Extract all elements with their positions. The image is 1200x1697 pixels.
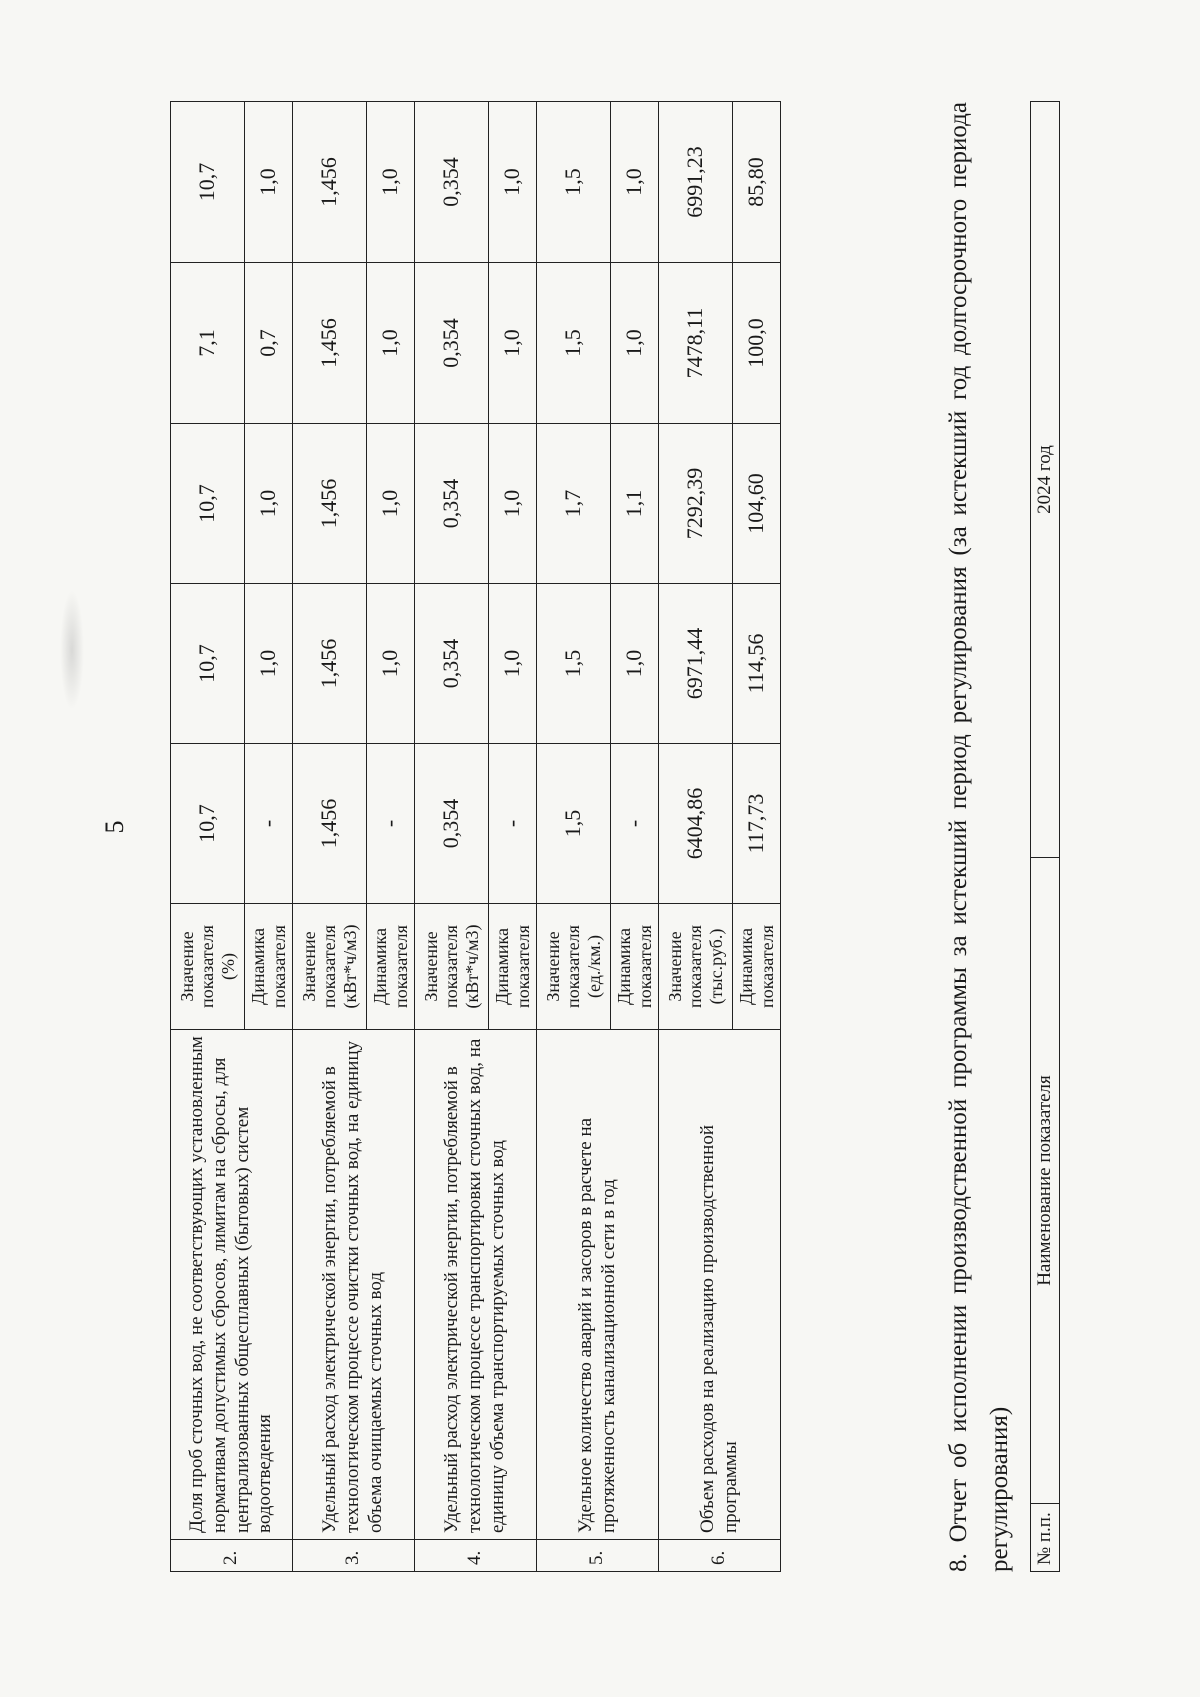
- header-name: Наименование показателя: [1031, 858, 1060, 1504]
- value-cell: -: [245, 744, 293, 904]
- row-number: 4.: [415, 1540, 537, 1572]
- value-cell: 1,5: [537, 744, 611, 904]
- value-cell: 0,7: [245, 263, 293, 424]
- scan-smudge: [60, 590, 84, 710]
- page-number: 5: [100, 820, 129, 834]
- value-cell: 1,0: [367, 102, 415, 263]
- value-cell: 1,0: [245, 102, 293, 263]
- table-row: [171, 102, 245, 1572]
- value-cell: 1,456: [293, 744, 367, 904]
- value-cell: 85,80: [733, 102, 781, 263]
- value-cell: 117,73: [733, 744, 781, 904]
- indicator-name: Доля проб сточных вод, не соответствующих установленным нормативам допустимых сбросов, лимитам на сбросы, для централизованных общесплавных (бытовых) систем водоотведения: [171, 1030, 293, 1540]
- value-cell: 0,354: [415, 424, 489, 584]
- value-cell: -: [489, 744, 537, 904]
- indicator-sublabel: Динамика показателя: [733, 904, 781, 1030]
- value-cell: 1,0: [489, 584, 537, 744]
- table-row: [293, 102, 367, 1572]
- indicator-name: Удельный расход электрической энергии, потребляемой в технологическом процессе очистки сточных вод, на единицу объема очищаемых сточных вод: [293, 1030, 415, 1540]
- indicator-name: Объем расходов на реализацию производственной программы: [659, 1030, 781, 1540]
- indicator-name: Удельное количество аварий и засоров в расчете на протяженность канализационной сети в год: [537, 1030, 659, 1540]
- indicator-sublabel: Динамика показателя: [245, 904, 293, 1030]
- value-cell: 1,5: [537, 102, 611, 263]
- value-cell: 114,56: [733, 584, 781, 744]
- value-cell: 1,5: [537, 263, 611, 424]
- row-number: 2.: [171, 1540, 293, 1572]
- value-cell: 7292,39: [659, 424, 733, 584]
- value-cell: 1,5: [537, 584, 611, 744]
- indicator-sublabel: Значение показателя (ед./км.): [537, 904, 611, 1030]
- row-number: 6.: [659, 1540, 781, 1572]
- value-cell: 0,354: [415, 744, 489, 904]
- value-cell: 1,0: [611, 263, 659, 424]
- section-8-table: [1030, 101, 1060, 1572]
- section-8-title: 8. Отчет об исполнении производственной программы за истекший период регулирования (за истекший год долгосрочного периода регулирования): [945, 102, 1014, 1572]
- value-cell: 1,0: [245, 424, 293, 584]
- value-cell: 1,456: [293, 263, 367, 424]
- value-cell: 1,456: [293, 424, 367, 584]
- indicator-sublabel: Динамика показателя: [489, 904, 537, 1030]
- value-cell: 104,60: [733, 424, 781, 584]
- value-cell: -: [611, 744, 659, 904]
- row-number: 3.: [293, 1540, 415, 1572]
- value-cell: 6971,44: [659, 584, 733, 744]
- value-cell: 1,0: [489, 102, 537, 263]
- value-cell: 7478,11: [659, 263, 733, 424]
- value-cell: 1,0: [367, 584, 415, 744]
- value-cell: 10,7: [171, 424, 245, 584]
- indicator-sublabel: Динамика показателя: [367, 904, 415, 1030]
- table-row: [659, 102, 733, 1572]
- value-cell: 100,0: [733, 263, 781, 424]
- value-cell: 1,0: [245, 584, 293, 744]
- indicator-name: Удельный расход электрической энергии, потребляемой в технологическом процессе транспортировки сточных вод, на единицу объема транспортируемых сточных вод: [415, 1030, 537, 1540]
- indicator-sublabel: Значение показателя (кВт*ч/м3): [415, 904, 489, 1030]
- indicator-sublabel: Значение показателя (тыс.руб.): [659, 904, 733, 1030]
- value-cell: 10,7: [171, 102, 245, 263]
- indicator-sublabel: Значение показателя (кВт*ч/м3): [293, 904, 367, 1030]
- value-cell: 1,1: [611, 424, 659, 584]
- value-cell: 0,354: [415, 102, 489, 263]
- header-year: 2024 год: [1031, 102, 1060, 858]
- header-num: № п.п.: [1031, 1504, 1060, 1572]
- indicator-sublabel: Динамика показателя: [611, 904, 659, 1030]
- value-cell: 6991,23: [659, 102, 733, 263]
- value-cell: 1,0: [611, 584, 659, 744]
- value-cell: 1,0: [489, 424, 537, 584]
- value-cell: 1,456: [293, 584, 367, 744]
- value-cell: 1,0: [367, 263, 415, 424]
- row-number: 5.: [537, 1540, 659, 1572]
- value-cell: 1,0: [367, 424, 415, 584]
- indicator-sublabel: Значение показателя (%): [171, 904, 245, 1030]
- table-row: [415, 102, 489, 1572]
- table-row: [537, 102, 611, 1572]
- value-cell: -: [367, 744, 415, 904]
- value-cell: 0,354: [415, 263, 489, 424]
- value-cell: 7,1: [171, 263, 245, 424]
- value-cell: 1,456: [293, 102, 367, 263]
- indicators-table: [170, 101, 781, 1572]
- value-cell: 0,354: [415, 584, 489, 744]
- section-8-header-row: [1031, 102, 1060, 1572]
- value-cell: 6404,86: [659, 744, 733, 904]
- value-cell: 1,7: [537, 424, 611, 584]
- value-cell: 10,7: [171, 744, 245, 904]
- value-cell: 1,0: [489, 263, 537, 424]
- value-cell: 1,0: [611, 102, 659, 263]
- value-cell: 10,7: [171, 584, 245, 744]
